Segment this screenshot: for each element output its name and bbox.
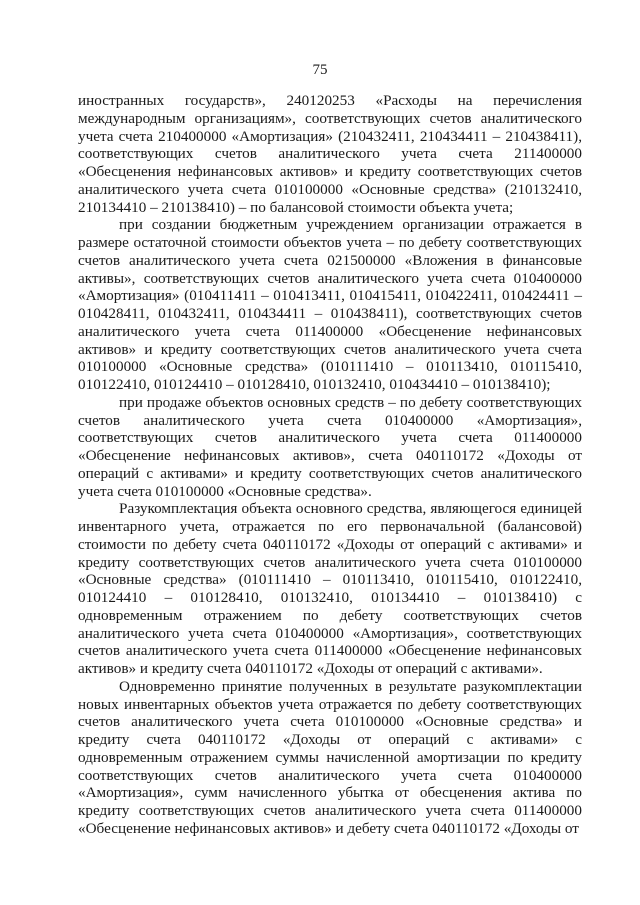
page-number: 75 — [312, 62, 328, 78]
paragraph: иностранных государств», 240120253 «Расходы на перечисления международным организациям», соответствующих счетов аналитического учета счета 210400000 «Амортизация» (210432411, 210434411 – 210438411), соответствующих счетов аналитического учета счета 211400000 «Обесценения нефинансовых активов» и кредиту соответствующих счетов аналитического учета счета 010100000 «Основные средства» (210132410, 210134410 – 210138410) – по балансовой стоимости объекта учета; — [78, 92, 582, 216]
paragraph: Разукомплектация объекта основного средства, являющегося единицей инвентарного учета, отражается по его первоначальной (балансовой) стоимости по дебету счета 040110172 «Доходы от операций с активами» и кредиту соответствующих счетов аналитического учета счета 010100000 «Основные средства» (010111410 – 010113410, 010115410, 010122410, 010124410 – 010128410, 010132410, 010134410 – 010138410) с одновременным отражением по дебету соответствующих счетов аналитического учета счета 010400000 «Амортизация», соответствующих счетов аналитического учета счета 011400000 «Обесценение нефинансовых активов» и кредиту счета 040110172 «Доходы от операций с активами». — [78, 500, 582, 677]
document-body — [78, 92, 582, 838]
paragraph: при продаже объектов основных средств – по дебету соответствующих счетов аналитического учета счета 010400000 «Амортизация», соответствующих счетов аналитического учета счета 011400000 «Обесценение нефинансовых активов», счета 040110172 «Доходы от операций с активами» и кредиту соответствующих счетов аналитического учета счета 010100000 «Основные средства». — [78, 393, 582, 500]
paragraph: Одновременно принятие полученных в результате разукомплектации новых инвентарных объектов учета отражается по дебету соответствующих счетов аналитического учета счета 010100000 «Основные средства» и кредиту счета 040110172 «Доходы от операций с активами» с одновременным отражением суммы начисленной амортизации по кредиту соответствующих счетов аналитического учета счета 010400000 «Амортизация», сумм начисленного убытка от обесценения актива по кредиту соответствующих счетов аналитического учета счета 011400000 «Обесценение нефинансовых активов» и дебету счета 040110172 «Доходы от — [78, 677, 582, 837]
paragraph: при создании бюджетным учреждением организации отражается в размере остаточной стоимости объектов учета – по дебету соответствующих счетов аналитического учета счета 021500000 «Вложения в финансовые активы», соответствующих счетов аналитического учета счета 010400000 «Амортизация» (010411411 – 010413411, 010415411, 010422411, 010424411 – 010428411, 010432411, 010434411 – 010438411), соответствующих счетов аналитического учета счета 011400000 «Обесценение нефинансовых активов» и кредиту соответствующих счетов аналитического учета счета 010100000 «Основные средства» (010111410 – 010113410, 010115410, 010122410, 010124410 – 010128410, 010132410, 010434410 – 010138410); — [78, 216, 582, 393]
